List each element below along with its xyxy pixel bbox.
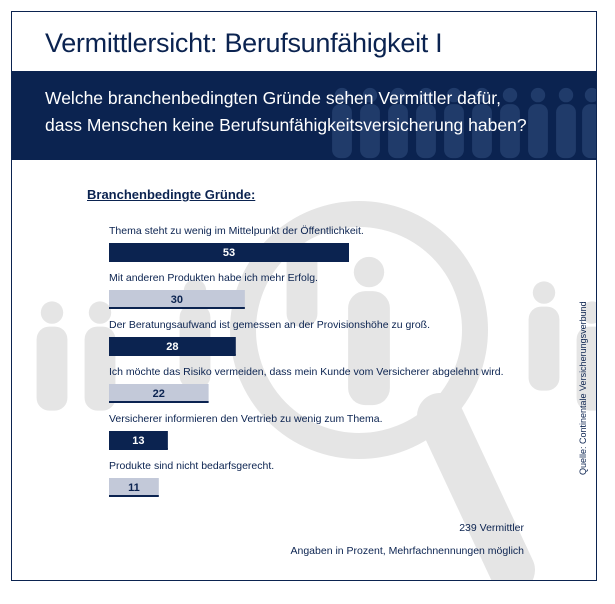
section-heading: Branchenbedingte Gründe: xyxy=(87,187,256,202)
source-text: Quelle: Continentale Versicherungsverbund xyxy=(578,301,588,475)
bar-value-label: 22 xyxy=(152,388,165,400)
bar-value-label: 11 xyxy=(128,482,140,494)
bar-value-label: 13 xyxy=(132,435,145,447)
page-title: Vermittlersicht: Berufsunfähigkeit I xyxy=(45,28,443,58)
bar-category-label: Versicherer informieren den Vertrieb zu wenig zum Thema. xyxy=(109,413,383,425)
bar-chart xyxy=(12,12,597,581)
sample-size: 239 Vermittler xyxy=(459,522,524,534)
bar-value-label: 53 xyxy=(222,247,236,259)
question-line-1: Welche branchenbedingten Gründe sehen Vermittler dafür, xyxy=(45,88,501,108)
bar-category-label: Ich möchte das Risiko vermeiden, dass mein Kunde vom Versicherer abgelehnt wird. xyxy=(109,366,504,378)
bar-category-label: Der Beratungsaufwand ist gemessen an der Provisionshöhe zu groß. xyxy=(109,319,431,331)
bar-category-label: Produkte sind nicht bedarfsgerecht. xyxy=(109,460,275,472)
question-line-2: dass Menschen keine Berufsunfähigkeitsversicherung haben? xyxy=(45,115,527,135)
footnote: Angaben in Prozent, Mehrfachnennungen möglich xyxy=(290,545,524,557)
bar-category-label: Mit anderen Produkten habe ich mehr Erfolg. xyxy=(109,272,318,284)
bar-value-label: 30 xyxy=(170,294,184,306)
bar-value-label: 28 xyxy=(166,341,179,353)
bar-category-label: Thema steht zu wenig im Mittelpunkt der Öffentlichkeit. xyxy=(109,225,364,237)
chart-frame xyxy=(11,11,597,581)
